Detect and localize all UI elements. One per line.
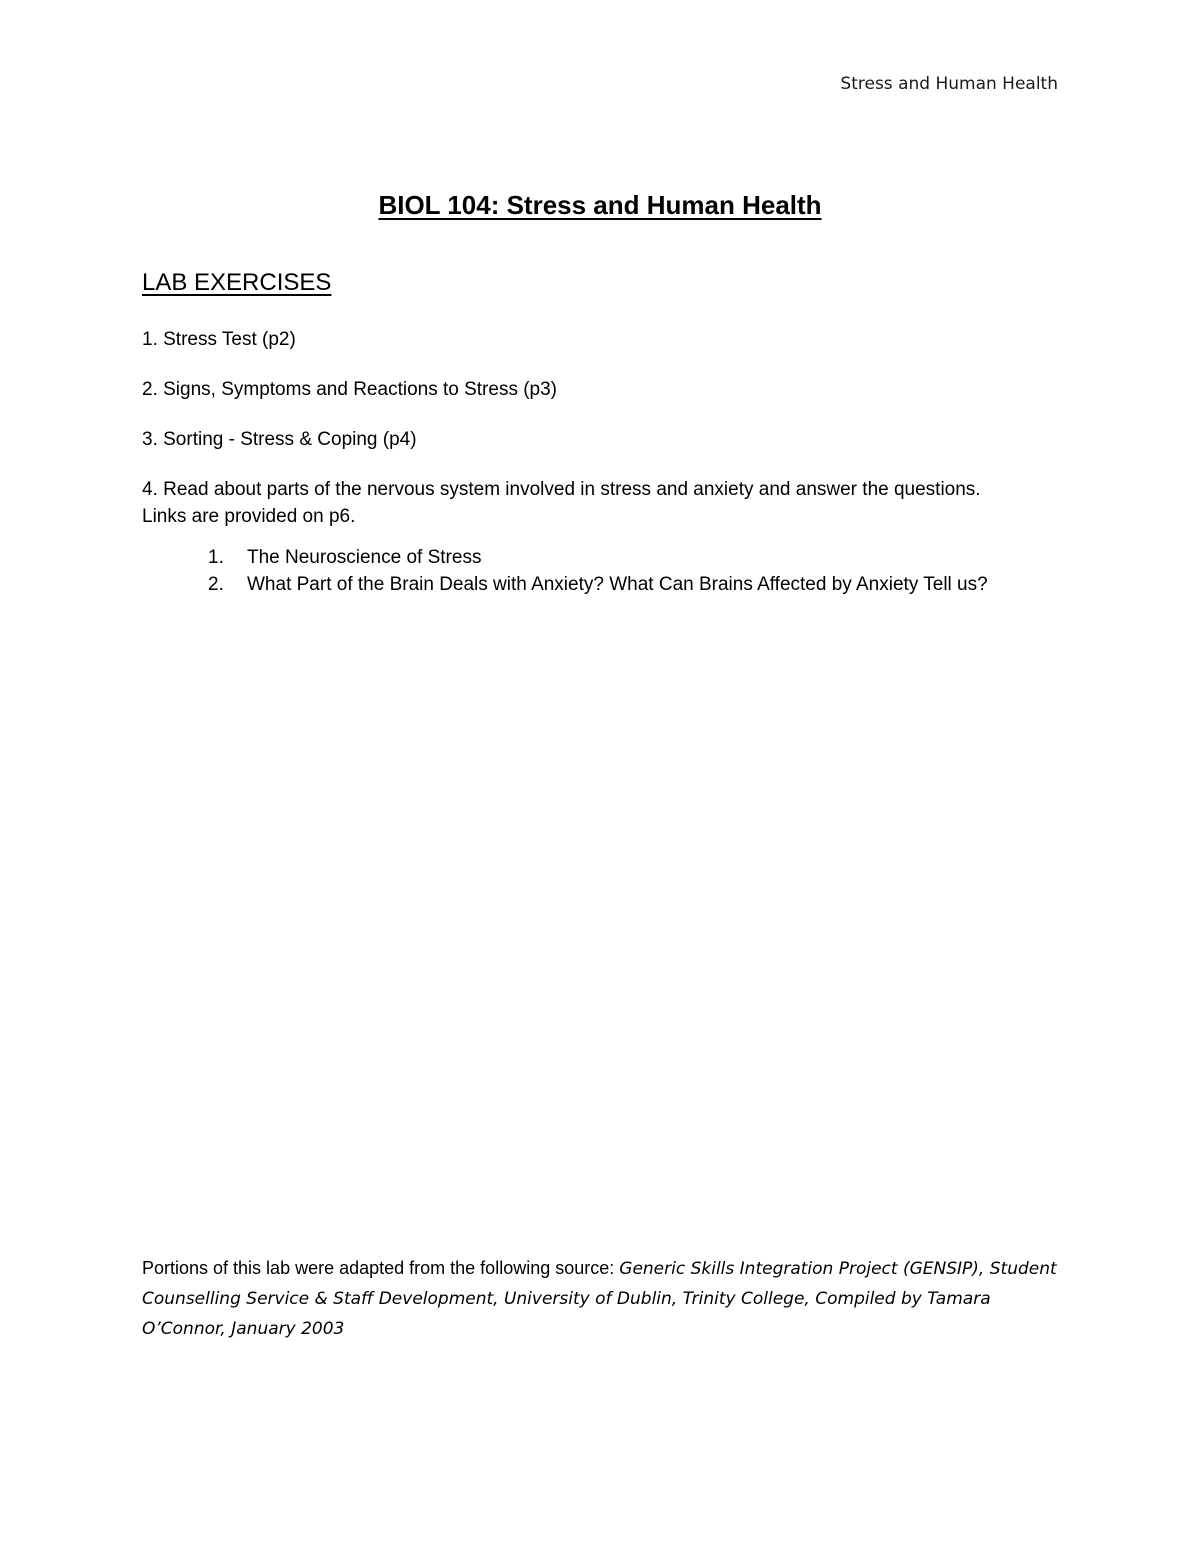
reading-item-number: 2. bbox=[208, 574, 224, 595]
reading-item-text: The Neuroscience of Stress bbox=[247, 547, 482, 568]
attribution-note bbox=[142, 1254, 1072, 1344]
document-title: BIOL 104: Stress and Human Health bbox=[378, 190, 822, 220]
reading-item-1 bbox=[208, 544, 1058, 571]
exercise-item-2: 2. Signs, Symptoms and Reactions to Stress (p3) bbox=[142, 379, 558, 400]
reading-item-text: What Part of the Brain Deals with Anxiety? What Can Brains Affected by Anxiety Tell us? bbox=[247, 574, 988, 595]
exercise-item-1: 1. Stress Test (p2) bbox=[142, 329, 296, 350]
section-heading-lab-exercises: LAB EXERCISES bbox=[142, 269, 332, 296]
reading-item-2 bbox=[208, 571, 1058, 598]
reading-item-number: 1. bbox=[208, 547, 224, 568]
attribution-lead: Portions of this lab were adapted from the following source: bbox=[142, 1258, 620, 1278]
attribution-source: Generic Skills Integration Project (GENSIP), Student Counselling Service & Staff Development, University of Dublin, Trinity College, Compiled by Tamara O’Connor, January 2003 bbox=[142, 1259, 1057, 1339]
exercise-item-4: 4. Read about parts of the nervous system involved in stress and anxiety and answer the questions. Links are provided on p6. bbox=[142, 479, 981, 527]
reading-sublist bbox=[208, 544, 1058, 598]
running-header: Stress and Human Health bbox=[840, 74, 1058, 94]
exercise-item-3: 3. Sorting - Stress & Coping (p4) bbox=[142, 429, 417, 450]
